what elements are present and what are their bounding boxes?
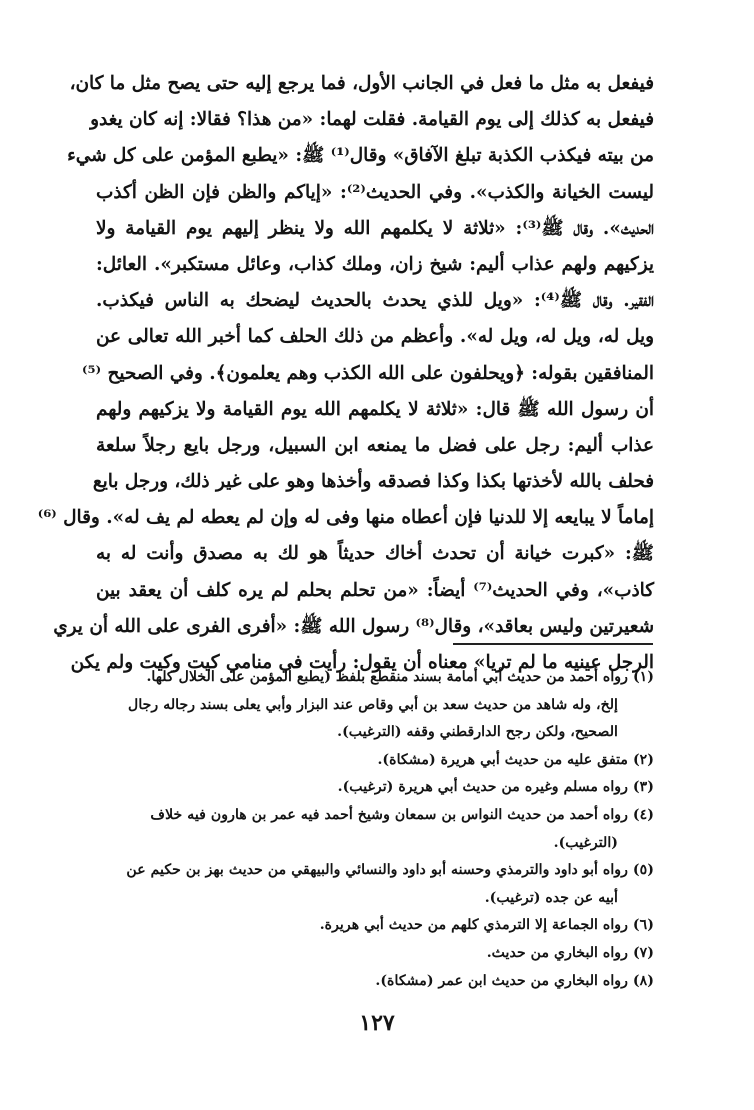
footnote-3: (٣) رواه مسلم وغيره من حديث أبي هريرة (ترغيب). [337,779,654,796]
footnote-5: (٥) رواه أبو داود والترمذي وحسنه أبو داود والنسائي والبيهقي من حديث بهز بن حكيم عن [126,862,654,879]
footnote-5-continued: أبيه عن جده (ترغيب). [484,889,618,906]
footnotes [96,664,654,995]
text-line: عذاب أليم: رجل على فضل ما يمنعه ابن السبيل، ورجل بايع رجلاً سلعة [96,434,654,456]
text-line: شعيرتين وليس بعاقد»، وقال⁽⁸⁾ رسول الله ﷺ: «أفرى الفرى على الله أن يري [53,615,654,637]
text-line: ليست الخيانة والكذب». وفي الحديث⁽²⁾: «إياكم والظن فإن الظن أكذب [96,181,654,203]
footnote-4-continued: (الترغيب). [553,834,618,851]
text-line: الرجل عينيه ما لم تريا» معناه أن يقول: رأيت في منامي كيت وكيت ولم يكن [70,652,654,673]
text-line: يزكيهم ولهم عذاب أليم: شيخ زان، وملك كذاب، وعائل مستكبر». العائل: [96,253,654,275]
text-line: أن رسول الله ﷺ قال: «ثلاثة لا يكلمهم الله يوم القيامة ولا يزكيهم ولهم [96,398,654,420]
text-line: فحلف بالله لأخذتها بكذا وكذا فصدقه وأخذها وهو على غير ذلك، ورجل بايع [92,471,654,493]
text-line: فيفعل به كذلك إلى يوم القيامة. فقلت لهما: «من هذا؟ فقالا: إنه كان يغدو [90,109,654,131]
text-line: ويل له، ويل له، ويل له». وأعظم من ذلك الحلف كما أخبر الله تعالى عن [96,326,654,348]
footnote-divider [453,643,653,645]
page-number: ١٢٧ [359,1010,395,1036]
footnote-7: (٧) رواه البخاري من حديث. [486,944,654,961]
footnote-2: (٢) متفق عليه من حديث أبي هريرة (مشكاة). [377,751,654,768]
text-line: من بيته فيكذب الكذبة تبلغ الآفاق» وقال⁽¹⁾ ﷺ: «يطبع المؤمن على كل شيء [67,145,654,167]
text-line: فيفعل به مثل ما فعل في الجانب الأول، فما يرجع إليه حتى يصح مثل ما كان، [69,73,654,94]
text-line: الحديث». وقال ﷺ⁽³⁾: «ثلاثة لا يكلمهم الله ولا ينظر إليهم يوم القيامة ولا [96,217,654,239]
text-line: كاذب»، وفي الحديث⁽⁷⁾ أيضاً: «من تحلم بحلم لم يره كلف أن يعقد بين [96,579,654,601]
footnote-1-continued: إلخ، وله شاهد من حديث سعد بن أبي وقاص عند البزار وأبي يعلى بسند رجاله رجال [128,696,618,713]
footnote-4: (٤) رواه أحمد من حديث النواس بن سمعان وشيخ أحمد فيه عمر بن هارون فيه خلاف [150,806,654,823]
footnote-8: (٨) رواه البخاري من حديث ابن عمر (مشكاة). [375,972,654,989]
text-line: المنافقين بقوله: ﴿ويحلفون على الله الكذب وهم يعلمون﴾. وفي الصحيح ⁽⁵⁾ [82,362,654,384]
footnote-6: (٦) رواه الجماعة إلا الترمذي كلهم من حديث أبي هريرة. [319,917,654,934]
text-line: الفقير. وقال ﷺ⁽⁴⁾: «ويل للذي يحدث بالحديث ليضحك به الناس فيكذب. [96,290,654,312]
text-line: إماماً لا يبايعه إلا للدنيا فإن أعطاه منها وفى له وإن لم يعطه لم يف له». وقال ⁽⁶⁾ [37,507,654,529]
footnote-1: (١) رواه أحمد من حديث أبي أمامة بسند منقطع بلفظ (يطبع المؤمن على الخلال كلها. [146,669,654,685]
main-text [37,66,654,681]
text-line: ﷺ: «كبرت خيانة أن تحدث أخاك حديثاً هو لك به مصدق وأنت له به [96,543,654,565]
footnote-1-continued: الصحيح، ولكن رجح الدارقطني وقفه (الترغيب). [337,724,618,741]
